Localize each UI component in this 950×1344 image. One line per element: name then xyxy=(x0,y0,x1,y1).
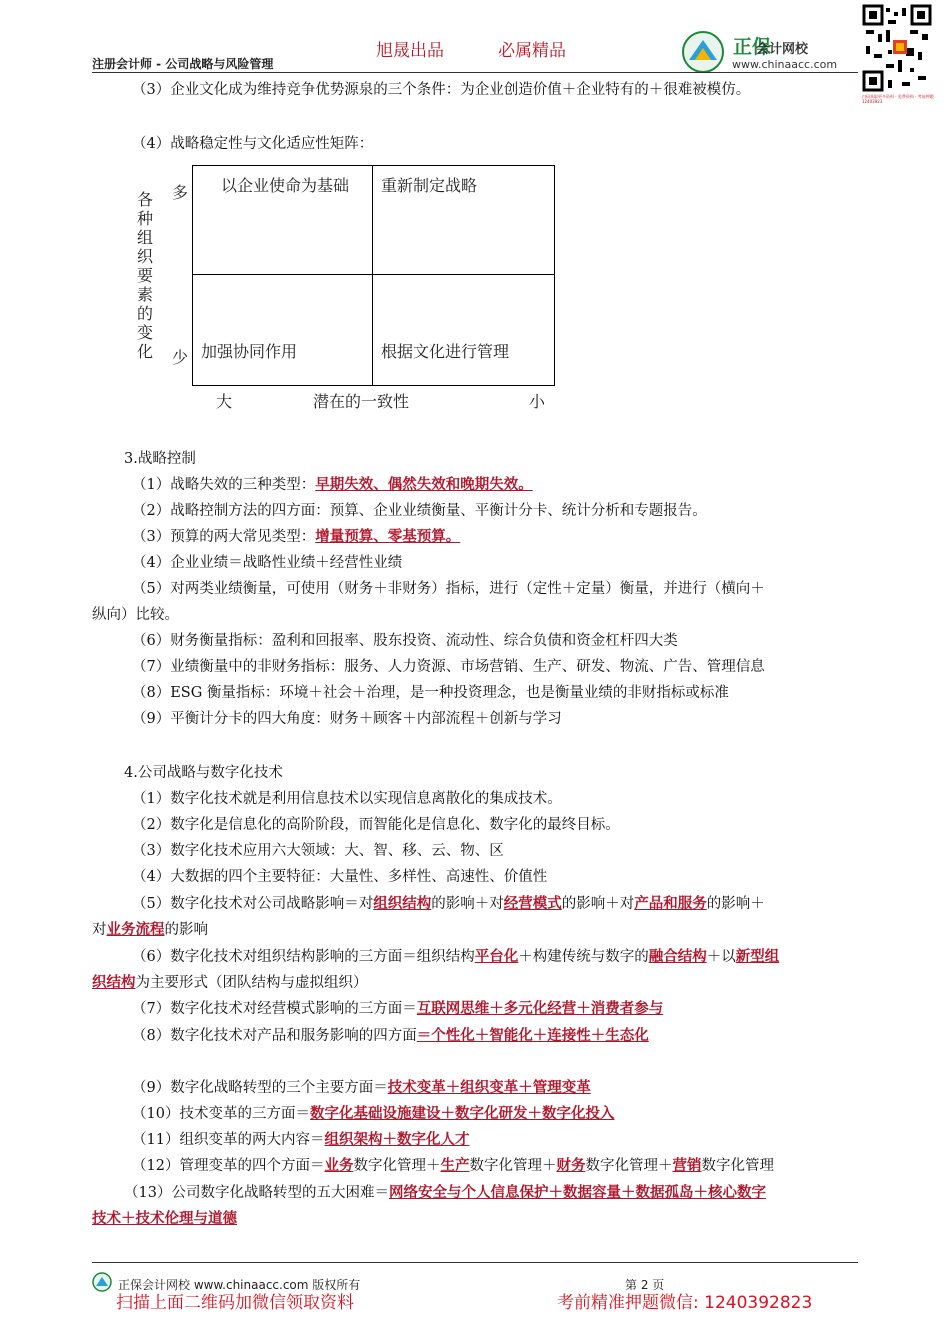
digital-item-5: （5）数字化技术对公司战略影响＝对组织结构的影响＋对经营模式的影响＋对产品和服务的影响＋ xyxy=(132,895,765,912)
matrix-y-low: 少 xyxy=(172,348,189,367)
control-item-5-cont: 纵向）比较。 xyxy=(92,607,179,623)
digital-item-13-cont: 技术＋技术伦理与道德 xyxy=(92,1210,237,1227)
digital-item-5-cont: 对业务流程的影响 xyxy=(92,921,208,938)
control-item-5: （5）对两类业绩衡量，可使用（财务＋非财务）指标，进行（定性＋定量）衡量，并进行（横向＋ xyxy=(132,581,765,597)
digital-item-6: （6）数字化技术对组织结构影响的三方面＝组织结构平台化＋构建传统与数字的融合结构＋以新型组 xyxy=(132,948,780,965)
matrix-y-high: 多 xyxy=(172,183,189,202)
control-item-6: （6）财务衡量指标：盈利和回报率、股东投资、流动性、综合负债和资金杠杆四大类 xyxy=(132,633,678,649)
matrix-quadrant-bottom-left: 加强协同作用 xyxy=(201,342,298,361)
control-item-1: （1）战略失效的三种类型：早期失效、偶然失效和晚期失效。 xyxy=(132,476,533,493)
brand-name-2: 会计网校 xyxy=(756,42,809,57)
promo-right: 考前精准押题微信: 1240392823 xyxy=(557,1293,813,1313)
control-item-7: （7）业绩衡量中的非财务指标：服务、人力资源、市场营销、生产、研发、物流、广告、管理信息 xyxy=(132,659,765,675)
control-item-8: （8）ESG 衡量指标：环境＋社会＋治理，是一种投资理念，也是衡量业绩的非财指标或标准 xyxy=(132,685,729,701)
matrix-x-left: 大 xyxy=(216,392,233,411)
culture-item-3: （3）企业文化成为维持竞争优势源泉的三个条件：为企业创造价值＋企业特有的＋很难被模仿。 xyxy=(132,82,751,98)
matrix-quadrant-top-left: 以企业使命为基础 xyxy=(221,176,350,195)
digital-item-3: （3）数字化技术应用六大领域：大、智、移、云、物、区 xyxy=(132,843,504,859)
digital-item-8: （8）数字化技术对产品和服务影响的四方面＝个性化＋智能化＋连接性＋生态化 xyxy=(132,1027,649,1044)
control-item-9: （9）平衡计分卡的四大角度：财务＋顾客＋内部流程＋创新与学习 xyxy=(132,711,562,727)
digital-item-10: （10）技术变革的三方面＝数字化基础设施建设＋数字化研发＋数字化投入 xyxy=(132,1105,615,1122)
digital-item-13: （13）公司数字化战略转型的五大困难＝网络安全与个人信息保护＋数据容量＋数据孤岛＋核心数字 xyxy=(124,1184,766,1201)
digital-item-6-cont: 织结构为主要形式（团队结构与虚拟组织） xyxy=(92,974,368,991)
matrix-vertical-divider xyxy=(372,165,373,385)
digital-item-4: （4）大数据的四个主要特征：大量性、多样性、高速性、价值性 xyxy=(132,869,548,885)
header-divider xyxy=(92,72,858,73)
control-item-3: （3）预算的两大常见类型：增量预算、零基预算。 xyxy=(132,528,461,545)
digital-item-2: （2）数字化是信息化的高阶阶段，而智能化是信息化、数字化的最终目标。 xyxy=(132,817,620,833)
header-slogan-1: 旭晟出品 xyxy=(376,41,444,61)
control-item-2: （2）战略控制方法的四方面：预算、企业业绩衡量、平衡计分卡、统计分析和专题报告。 xyxy=(132,503,707,519)
digital-item-9: （9）数字化战略转型的三个主要方面＝技术变革＋组织变革＋管理变革 xyxy=(132,1079,591,1096)
footer-page-number: 第 2 页 xyxy=(625,1278,665,1292)
brand-name: 正保 xyxy=(733,36,772,58)
promo-left: 扫描上面二维码加微信领取资料 xyxy=(116,1293,354,1313)
qr-code-icon xyxy=(862,4,932,94)
footer-logo-icon xyxy=(92,1272,112,1292)
section-title-4: 4.公司战略与数字化技术 xyxy=(124,765,283,781)
header-subject: 注册会计师 - 公司战略与风险管理 xyxy=(92,57,274,71)
matrix-y-label: 各种组织要素的变化 xyxy=(136,190,153,361)
digital-item-1: （1）数字化技术就是利用信息技术以实现信息离散化的集成技术。 xyxy=(132,791,562,807)
section-title-3: 3.战略控制 xyxy=(124,451,196,467)
digital-item-11: （11）组织变革的两大内容＝组织架构＋数字化人才 xyxy=(132,1131,470,1148)
matrix-x-right: 小 xyxy=(529,392,546,411)
header-slogan-2: 必属精品 xyxy=(498,41,566,61)
digital-item-7: （7）数字化技术对经营模式影响的三方面＝互联网思维＋多元化经营＋消费者参与 xyxy=(132,1000,664,1017)
footer-divider xyxy=(92,1262,858,1263)
control-item-4: （4）企业业绩＝战略性业绩＋经营性业绩 xyxy=(132,555,403,571)
footer-copyright: 正保会计网校 www.chinaacc.com 版权所有 xyxy=(118,1278,361,1292)
matrix-x-label: 潜在的一致性 xyxy=(313,392,410,411)
digital-item-12: （12）管理变革的四个方面＝业务数字化管理＋生产数字化管理＋财务数字化管理＋营销数字化管理 xyxy=(132,1157,774,1174)
matrix-quadrant-bottom-right: 根据文化进行管理 xyxy=(381,342,510,361)
qr-note: 扫码获取更多资料 · 免费资料 · 考前押题 12403923 xyxy=(862,94,934,104)
culture-item-4: （4）战略稳定性与文化适应性矩阵： xyxy=(132,136,374,152)
matrix-quadrant-top-right: 重新制定战略 xyxy=(381,176,478,195)
matrix-horizontal-divider xyxy=(192,274,554,275)
brand-url: www.chinaacc.com xyxy=(732,58,838,71)
